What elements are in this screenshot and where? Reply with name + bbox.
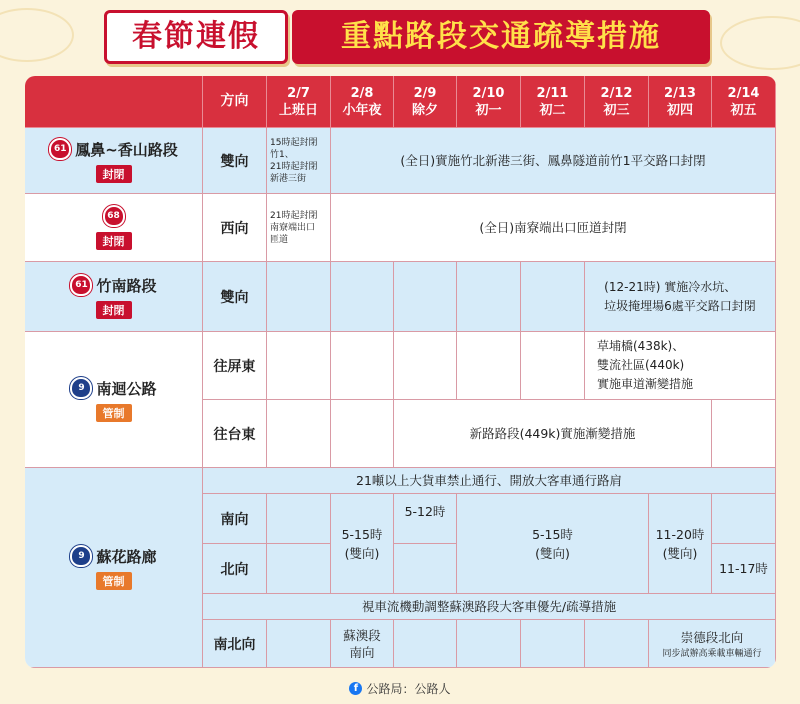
header-day-6 xyxy=(649,76,712,128)
status-badge: 封閉 xyxy=(96,232,132,250)
cell-2-13-chongde xyxy=(649,620,776,668)
header-day-name: 初五 xyxy=(730,102,757,118)
header-date: 2/14 xyxy=(727,85,760,101)
status-badge: 封閉 xyxy=(96,301,132,319)
cell-2-10-to-2-12: 5-15時 (雙向) xyxy=(457,494,649,594)
footer-text: 公路局：公路人 xyxy=(366,681,451,696)
header-day-name: 上班日 xyxy=(278,102,318,118)
empty-cell xyxy=(331,400,394,468)
cell-2-7: 21時起封閉 南寮端出口 匝道 xyxy=(267,194,331,262)
cell-2-7: 15時起封閉 竹1、 21時起封閉 新港三街 xyxy=(267,128,331,194)
empty-cell xyxy=(394,544,457,594)
road-9-nanhui xyxy=(25,332,203,468)
header-date: 2/9 xyxy=(413,85,437,101)
header-day-3 xyxy=(457,76,521,128)
empty-cell xyxy=(521,620,585,668)
cell-2-13: 11-20時 (雙向) xyxy=(649,494,712,594)
header-day-name: 小年夜 xyxy=(342,102,382,118)
empty-cell xyxy=(457,262,521,332)
empty-cell xyxy=(712,400,776,468)
status-badge: 管制 xyxy=(96,404,132,422)
cell-2-9-south: 5-12時 xyxy=(394,494,457,544)
header-direction: 方向 xyxy=(203,76,267,128)
empty-cell xyxy=(331,332,394,400)
road-name: 竹南路段 xyxy=(96,276,157,295)
road-name: 蘇花路廊 xyxy=(96,547,157,566)
direction-cell-both: 南北向 xyxy=(203,620,267,668)
direction-cell: 雙向 xyxy=(203,128,267,194)
road-68 xyxy=(25,194,203,262)
cell-2-12-to-2-14: 草埔橋(438k)、 雙流社區(440k) 實施車道漸變措施 xyxy=(585,332,776,400)
facebook-icon: f xyxy=(349,682,362,695)
header-date: 2/11 xyxy=(536,85,569,101)
highway-61-icon: 61 xyxy=(49,138,71,160)
road-name: 鳳鼻~香山路段 xyxy=(75,140,178,159)
header-date: 2/10 xyxy=(472,85,505,101)
direction-cell-south: 南向 xyxy=(203,494,267,544)
traffic-table xyxy=(25,76,776,668)
cell-full-day: (全日)南寮端出口匝道封閉 xyxy=(331,194,776,262)
empty-cell xyxy=(267,494,331,544)
header-day-name: 初二 xyxy=(539,102,566,118)
header-day-4 xyxy=(521,76,585,128)
cell-2-8: 5-15時 (雙向) xyxy=(331,494,394,594)
title-measures: 重點路段交通疏導措施 xyxy=(292,10,710,64)
highway-61-icon: 61 xyxy=(70,274,92,296)
empty-cell xyxy=(267,400,331,468)
header-date: 2/8 xyxy=(350,85,374,101)
highway-9-icon: 9 xyxy=(70,545,92,567)
header-day-7 xyxy=(712,76,776,128)
empty-cell xyxy=(521,332,585,400)
footer-credit xyxy=(0,672,800,704)
header-day-name: 初四 xyxy=(666,102,693,118)
empty-cell xyxy=(394,262,457,332)
empty-cell xyxy=(521,262,585,332)
title-bar xyxy=(0,0,800,76)
empty-cell xyxy=(457,620,521,668)
road-61-zhunan xyxy=(25,262,203,332)
suhua-truck-note: 21噸以上大貨車禁止通行、開放大客車通行路肩 xyxy=(203,468,776,494)
empty-cell xyxy=(267,544,331,594)
cell-2-8-suao: 蘇澳段 南向 xyxy=(331,620,394,668)
chongde-northbound: 崇德段北向 xyxy=(680,630,744,645)
header-day-name: 除夕 xyxy=(411,102,438,118)
status-badge: 管制 xyxy=(96,572,132,590)
cell-2-14-north: 11-17時 xyxy=(712,544,776,594)
empty-cell xyxy=(585,620,649,668)
highway-68-icon: 68 xyxy=(103,205,125,227)
empty-cell xyxy=(267,620,331,668)
cell-full-day: (全日)實施竹北新港三街、鳳鼻隧道前竹1平交路口封閉 xyxy=(331,128,776,194)
road-9-suhua xyxy=(25,468,203,668)
cell-2-12-to-2-14: (12-21時) 實施冷水坑、 垃圾掩埋場6處平交路口封閉 xyxy=(585,262,776,332)
suhua-bus-note: 視車流機動調整蘇澳路段大客車優先/疏導措施 xyxy=(203,594,776,620)
hov-trial-note: 同步試辦高乘載車輛通行 xyxy=(662,649,762,659)
header-date: 2/7 xyxy=(287,85,310,101)
header-day-0 xyxy=(267,76,331,128)
header-corner xyxy=(25,76,203,128)
header-day-name: 初一 xyxy=(475,102,502,118)
direction-cell: 往台東 xyxy=(203,400,267,468)
empty-cell xyxy=(394,332,457,400)
status-badge: 封閉 xyxy=(96,165,132,183)
header-date: 2/12 xyxy=(600,85,633,101)
header-day-5 xyxy=(585,76,649,128)
road-61-fengbi xyxy=(25,128,203,194)
header-day-name: 初三 xyxy=(603,102,630,118)
direction-cell: 西向 xyxy=(203,194,267,262)
header-day-1 xyxy=(331,76,394,128)
cell-2-9-to-2-13: 新路路段(449k)實施漸變措施 xyxy=(394,400,712,468)
empty-cell xyxy=(457,332,521,400)
highway-9-icon: 9 xyxy=(70,377,92,399)
empty-cell xyxy=(267,262,331,332)
direction-cell-north: 北向 xyxy=(203,544,267,594)
empty-cell xyxy=(267,332,331,400)
road-name: 南迴公路 xyxy=(96,379,157,398)
empty-cell xyxy=(712,494,776,544)
empty-cell xyxy=(394,620,457,668)
title-holiday: 春節連假 xyxy=(104,10,288,64)
direction-cell: 往屏東 xyxy=(203,332,267,400)
header-day-2 xyxy=(394,76,457,128)
direction-cell: 雙向 xyxy=(203,262,267,332)
empty-cell xyxy=(331,262,394,332)
header-date: 2/13 xyxy=(664,85,696,101)
